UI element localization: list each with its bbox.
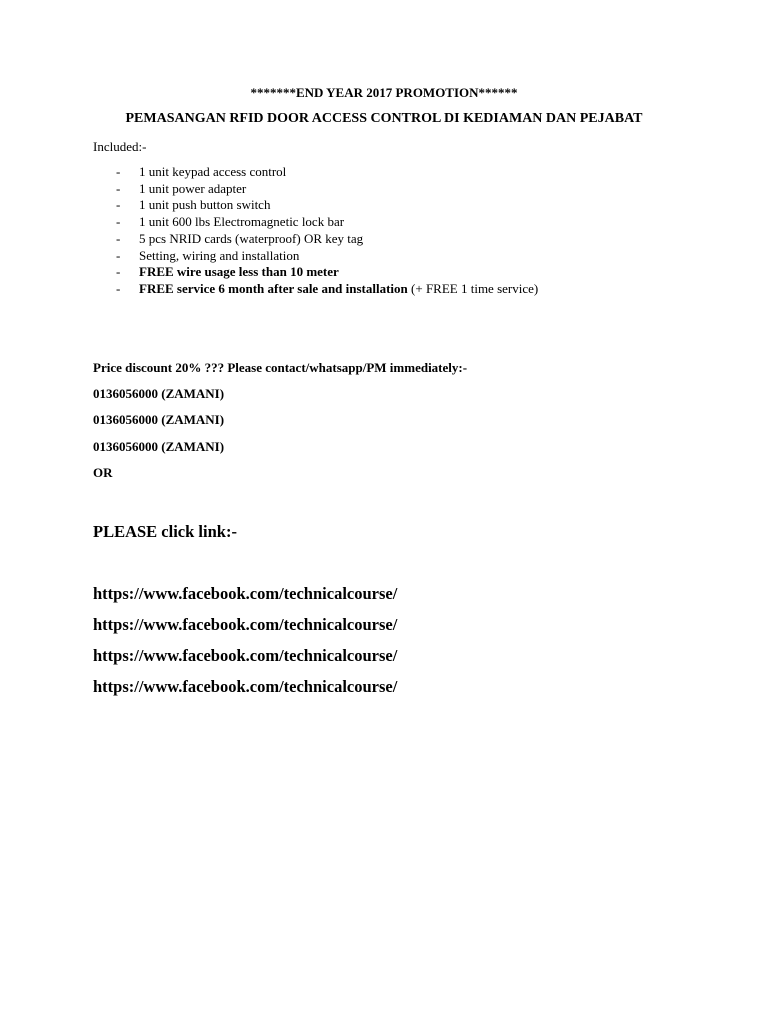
list-item-text: 1 unit push button switch: [139, 197, 271, 212]
links-heading: PLEASE click link:-: [93, 522, 237, 541]
list-dash: -: [116, 214, 121, 229]
included-label: Included:-: [93, 139, 147, 154]
list-item-bold: FREE service 6 month after sale and installation: [139, 281, 408, 296]
list-dash: -: [116, 197, 121, 212]
phone-number: 0136056000 (ZAMANI): [93, 386, 225, 401]
list-dash: -: [116, 281, 121, 296]
facebook-link[interactable]: https://www.facebook.com/technicalcourse/: [93, 677, 398, 696]
list-item-extra: (+ FREE 1 time service): [407, 281, 539, 296]
list-item-text: 1 unit power adapter: [139, 181, 247, 196]
list-item-text: 5 pcs NRID cards (waterproof) OR key tag: [139, 231, 364, 246]
promo-title: *******END YEAR 2017 PROMOTION******: [250, 85, 518, 100]
phone-number: 0136056000 (ZAMANI): [93, 412, 225, 427]
facebook-link[interactable]: https://www.facebook.com/technicalcourse/: [93, 646, 398, 665]
price-discount-line: Price discount 20% ??? Please contact/whatsapp/PM immediately:-: [93, 360, 468, 375]
list-item-text: Setting, wiring and installation: [139, 248, 300, 263]
facebook-link[interactable]: https://www.facebook.com/technicalcourse/: [93, 584, 398, 603]
facebook-link[interactable]: https://www.facebook.com/technicalcourse/: [93, 615, 398, 634]
or-label: OR: [93, 465, 113, 480]
list-dash: -: [116, 164, 121, 179]
list-dash: -: [116, 264, 121, 279]
list-dash: -: [116, 181, 121, 196]
list-dash: -: [116, 248, 121, 263]
phone-number: 0136056000 (ZAMANI): [93, 439, 225, 454]
list-dash: -: [116, 231, 121, 246]
list-item-text: 1 unit 600 lbs Electromagnetic lock bar: [139, 214, 345, 229]
list-item-text: 1 unit keypad access control: [139, 164, 287, 179]
list-item-text: FREE wire usage less than 10 meter: [139, 264, 339, 279]
document-subtitle: PEMASANGAN RFID DOOR ACCESS CONTROL DI KEDIAMAN DAN PEJABAT: [125, 111, 643, 126]
list-item-text: [139, 282, 538, 295]
